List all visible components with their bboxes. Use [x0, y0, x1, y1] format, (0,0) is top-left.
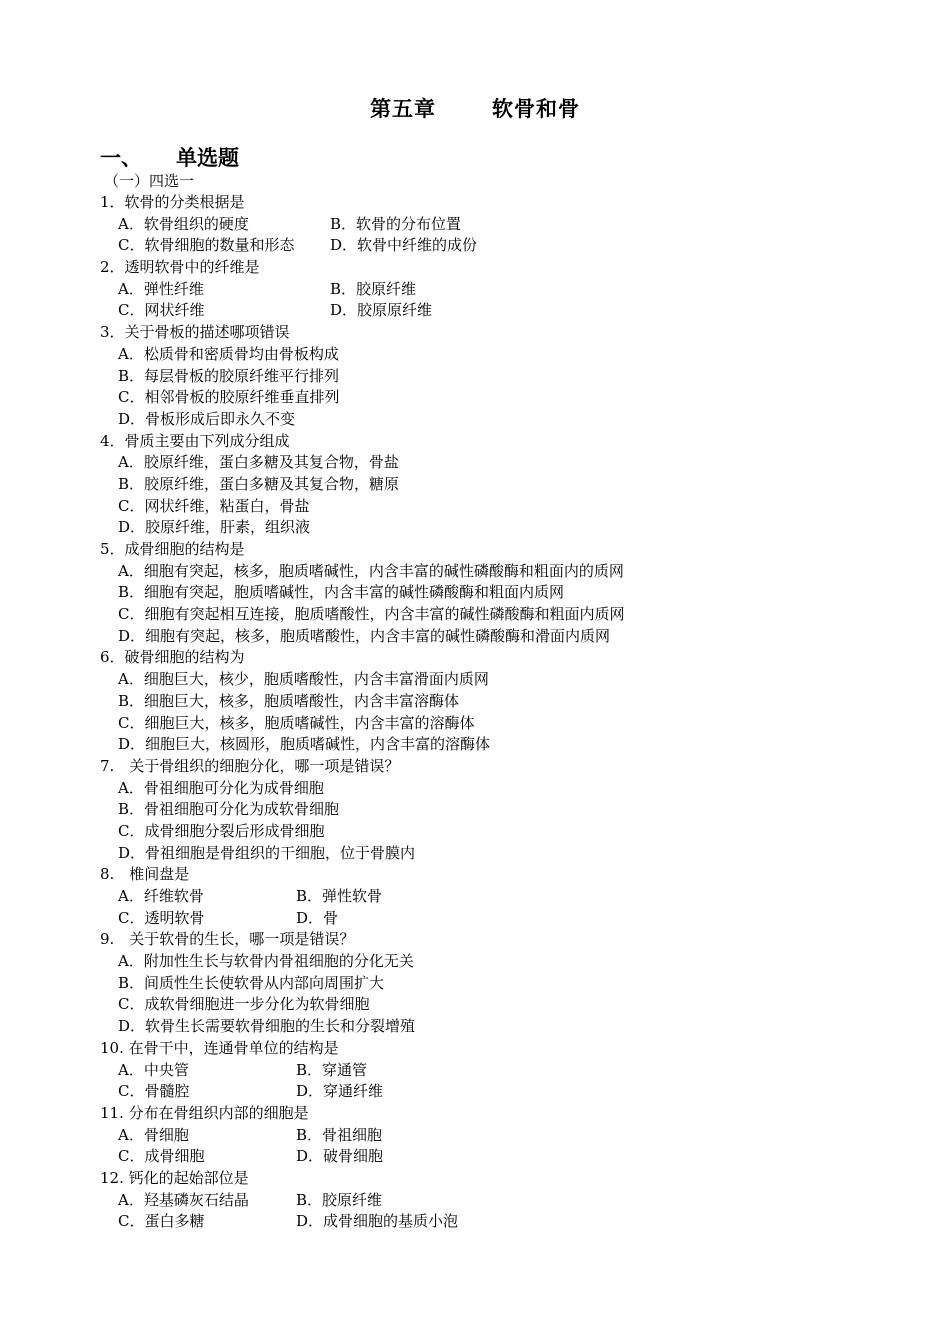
question-item — [100, 929, 900, 1037]
option-row — [100, 496, 900, 518]
answer-option: C．相邻骨板的胶原纤维垂直排列 — [118, 388, 340, 407]
option-row — [100, 235, 900, 257]
answer-option: D．胶原纤维，肝素，组织液 — [118, 518, 311, 537]
question-stem: 11. 分布在骨组织内部的细胞是 — [100, 1103, 309, 1122]
question-stem: 3．关于骨板的描述哪项错误 — [100, 323, 290, 342]
option-row — [100, 626, 900, 648]
answer-option: C．细胞巨大，核多，胞质嗜碱性，内含丰富的溶酶体 — [118, 713, 475, 732]
option-row — [100, 279, 900, 301]
answer-option: D．穿通纤维 — [296, 1082, 384, 1101]
question-item — [100, 257, 900, 322]
answer-option: B．胶原纤维 — [296, 1190, 383, 1209]
answer-option: A．细胞有突起，核多，胞质嗜碱性，内含丰富的碱性磷酸酶和粗面内的质网 — [118, 561, 624, 580]
chapter-title — [0, 93, 950, 123]
option-row — [100, 474, 900, 496]
question-item — [100, 431, 900, 539]
answer-option: B．软骨的分布位置 — [330, 214, 462, 233]
answer-option: A．附加性生长与软骨内骨祖细胞的分化无关 — [118, 952, 414, 971]
question-stem: 4．骨质主要由下列成分组成 — [100, 431, 290, 450]
answer-option: C．网状纤维，粘蛋白，骨盐 — [118, 496, 310, 515]
option-row — [100, 214, 900, 236]
answer-option: B．穿通管 — [296, 1060, 368, 1079]
section-title — [100, 142, 239, 172]
question-item — [100, 1038, 900, 1103]
question-stem: 12. 钙化的起始部位是 — [100, 1168, 249, 1187]
option-row — [100, 582, 900, 604]
option-row — [100, 1146, 900, 1168]
option-row — [100, 517, 900, 539]
section-name: 单选题 — [176, 145, 239, 170]
answer-option: A．纤维软骨 — [118, 887, 204, 905]
answer-option: D．骨 — [296, 908, 339, 927]
answer-option: A．骨祖细胞可分化为成骨细胞 — [118, 778, 324, 797]
option-row — [100, 452, 900, 474]
answer-option: B．胶原纤维 — [330, 279, 417, 298]
question-item — [100, 756, 900, 864]
option-row — [100, 973, 900, 995]
subsection-title: （一）四选一 — [104, 172, 195, 190]
option-row — [100, 713, 900, 735]
answer-option: B．间质性生长使软骨从内部向周围扩大 — [118, 973, 385, 992]
option-row — [100, 1190, 900, 1212]
answer-option: A．羟基磷灰石结晶 — [118, 1190, 249, 1209]
question-item — [100, 322, 900, 430]
option-row — [100, 843, 900, 865]
answer-option: B．骨祖细胞 — [296, 1125, 383, 1144]
chapter-number: 第五章 — [370, 96, 436, 121]
answer-option: D．细胞有突起，核多，胞质嗜酸性，内含丰富的碱性磷酸酶和滑面内质网 — [118, 626, 611, 645]
answer-option: D．骨板形成后即永久不变 — [118, 409, 296, 428]
answer-option: A．细胞巨大，核少，胞质嗜酸性，内含丰富滑面内质网 — [118, 670, 489, 689]
option-row — [100, 994, 900, 1016]
answer-option: C．成骨细胞分裂后形成骨细胞 — [118, 821, 325, 840]
option-row — [100, 1060, 900, 1082]
question-stem: 7. 关于骨组织的细胞分化，哪一项是错误？ — [100, 756, 400, 775]
answer-option: A．软骨组织的硬度 — [118, 214, 249, 233]
question-item — [100, 1103, 900, 1168]
option-row — [100, 387, 900, 409]
answer-option: A．弹性纤维 — [118, 279, 204, 298]
answer-option: C．蛋白多糖 — [118, 1212, 205, 1231]
answer-option: C．软骨细胞的数量和形态 — [118, 236, 295, 255]
option-row — [100, 821, 900, 843]
question-item — [100, 539, 900, 647]
option-row — [100, 1125, 900, 1147]
answer-option: D．破骨细胞 — [296, 1147, 384, 1166]
option-row — [100, 344, 900, 366]
option-row — [100, 561, 900, 583]
option-row — [100, 1081, 900, 1103]
option-row — [100, 691, 900, 713]
chapter-name: 软骨和骨 — [492, 96, 580, 121]
question-stem: 1．软骨的分类根据是 — [100, 193, 245, 211]
answer-option: A．松质骨和密质骨均由骨板构成 — [118, 344, 339, 363]
answer-option: B．细胞巨大，核多，胞质嗜酸性，内含丰富溶酶体 — [118, 691, 460, 710]
option-row — [100, 669, 900, 691]
answer-option: D．胶原原纤维 — [330, 301, 433, 320]
answer-option: C．成软骨细胞进一步分化为软骨细胞 — [118, 995, 370, 1014]
question-stem: 2．透明软骨中的纤维是 — [100, 258, 260, 277]
answer-option: B．细胞有突起，胞质嗜碱性，内含丰富的碱性磷酸酶和粗面内质网 — [118, 583, 565, 602]
option-row — [100, 409, 900, 431]
question-stem: 5．成骨细胞的结构是 — [100, 540, 245, 558]
question-list — [100, 192, 900, 1233]
option-row — [100, 1211, 900, 1233]
question-stem: 9. 关于软骨的生长，哪一项是错误？ — [100, 930, 355, 949]
answer-option: C．网状纤维 — [118, 301, 205, 320]
option-row — [100, 300, 900, 322]
answer-option: A．中央管 — [118, 1060, 189, 1079]
answer-option: D．细胞巨大，核圆形，胞质嗜碱性，内含丰富的溶酶体 — [118, 735, 491, 754]
option-row — [100, 366, 900, 388]
answer-option: B．弹性软骨 — [296, 887, 383, 905]
option-row — [100, 799, 900, 821]
option-row — [100, 886, 900, 908]
answer-option: C．细胞有突起相互连接，胞质嗜酸性，内含丰富的碱性磷酸酶和粗面内质网 — [118, 605, 625, 624]
answer-option: A．胶原纤维，蛋白多糖及其复合物，骨盐 — [118, 453, 399, 472]
answer-option: D．软骨中纤维的成份 — [330, 236, 478, 255]
answer-option: B．骨祖细胞可分化为成软骨细胞 — [118, 800, 340, 819]
question-item — [100, 192, 900, 257]
answer-option: C．成骨细胞 — [118, 1147, 205, 1166]
answer-option: D．骨祖细胞是骨组织的干细胞，位于骨膜内 — [118, 843, 416, 862]
answer-option: B．胶原纤维，蛋白多糖及其复合物，糖原 — [118, 474, 400, 493]
question-item — [100, 864, 900, 929]
question-stem: 8. 椎间盘是 — [100, 865, 190, 884]
option-row — [100, 778, 900, 800]
option-row — [100, 734, 900, 756]
question-item — [100, 1168, 900, 1233]
option-row — [100, 1016, 900, 1038]
option-row — [100, 908, 900, 930]
option-row — [100, 951, 900, 973]
question-item — [100, 647, 900, 755]
answer-option: A．骨细胞 — [118, 1125, 189, 1144]
answer-option: C．骨髓腔 — [118, 1082, 190, 1101]
answer-option: C．透明软骨 — [118, 908, 205, 927]
answer-option: D．成骨细胞的基质小泡 — [296, 1212, 459, 1231]
answer-option: D．软骨生长需要软骨细胞的生长和分裂增殖 — [118, 1017, 416, 1036]
section-number: 一、 — [100, 145, 142, 170]
question-stem: 10. 在骨干中，连通骨单位的结构是 — [100, 1038, 339, 1057]
answer-option: B．每层骨板的胶原纤维平行排列 — [118, 366, 340, 385]
question-stem: 6．破骨细胞的结构为 — [100, 648, 245, 667]
option-row — [100, 604, 900, 626]
